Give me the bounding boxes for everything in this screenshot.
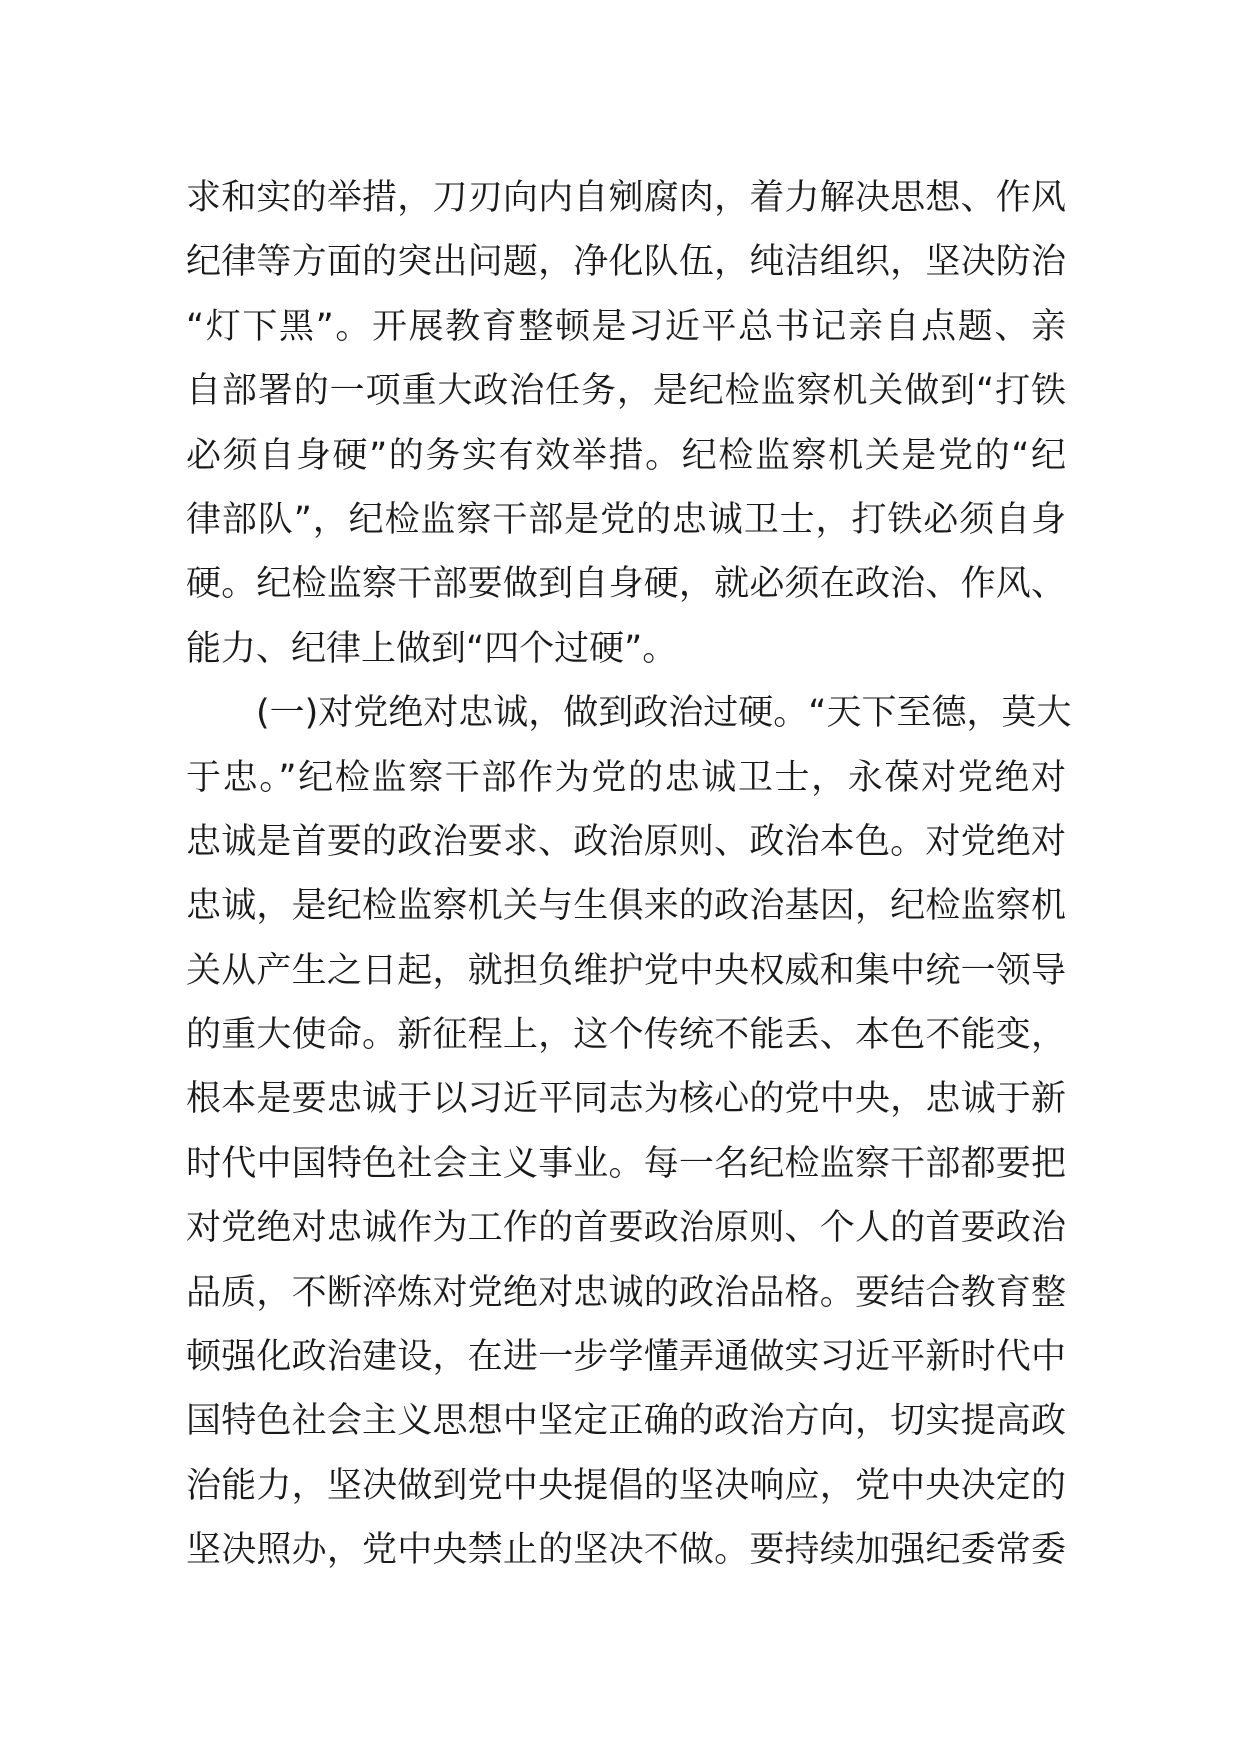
text-line: 关从产生之日起，就担负维护党中央权威和集中统一领导 <box>186 950 1066 991</box>
text-line: 能力、纪律上做到“四个过硬”。 <box>186 628 678 669</box>
text-line: 律部队”，纪检监察干部是党的忠诚卫士，打铁必须自身 <box>186 499 1066 540</box>
text-line: 忠诚是首要的政治要求、政治原则、政治本色。对党绝对 <box>186 821 1066 862</box>
text-line: 自部署的一项重大政治任务，是纪检监察机关做到“打铁 <box>186 371 1066 412</box>
text-line: 治能力，坚决做到党中央提倡的坚决响应，党中央决定的 <box>186 1465 1066 1506</box>
text-line: 忠诚，是纪检监察机关与生俱来的政治基因，纪检监察机 <box>186 886 1066 927</box>
text-line: 坚决照办，党中央禁止的坚决不做。要持续加强纪委常委 <box>186 1530 1066 1571</box>
text-line: 的重大使命。新征程上，这个传统不能丢、本色不能变， <box>186 1015 1066 1056</box>
text-line: 于忠。”纪检监察干部作为党的忠诚卫士，永葆对党绝对 <box>186 757 1066 798</box>
text-line: 硬。纪检监察干部要做到自身硬，就必须在政治、作风、 <box>186 564 1066 605</box>
text-line: 顿强化政治建设，在进一步学懂弄通做实习近平新时代中 <box>186 1337 1066 1378</box>
text-line: 国特色社会主义思想中坚定正确的政治方向，切实提高政 <box>186 1401 1066 1442</box>
text-line: 必须自身硬”的务实有效举措。纪检监察机关是党的“纪 <box>186 435 1066 476</box>
body-text <box>186 166 1072 1583</box>
text-line: (一)对党绝对忠诚，做到政治过硬。“天下至德，莫大 <box>256 693 1072 734</box>
text-line: 对党绝对忠诚作为工作的首要政治原则、个人的首要政治 <box>186 1208 1066 1249</box>
text-line: 求和实的举措，刀刃向内自剜腐肉，着力解决思想、作风 <box>186 178 1066 218</box>
text-line: “灯下黑”。开展教育整顿是习近平总书记亲自点题、亲 <box>186 306 1066 347</box>
text-line: 时代中国特色社会主义事业。每一名纪检监察干部都要把 <box>186 1143 1066 1184</box>
text-line: 品质，不断淬炼对党绝对忠诚的政治品格。要结合教育整 <box>186 1272 1066 1313</box>
text-line: 根本是要忠诚于以习近平同志为核心的党中央，忠诚于新 <box>186 1079 1066 1120</box>
text-line: 纪律等方面的突出问题，净化队伍，纯洁组织，坚决防治 <box>186 242 1066 283</box>
